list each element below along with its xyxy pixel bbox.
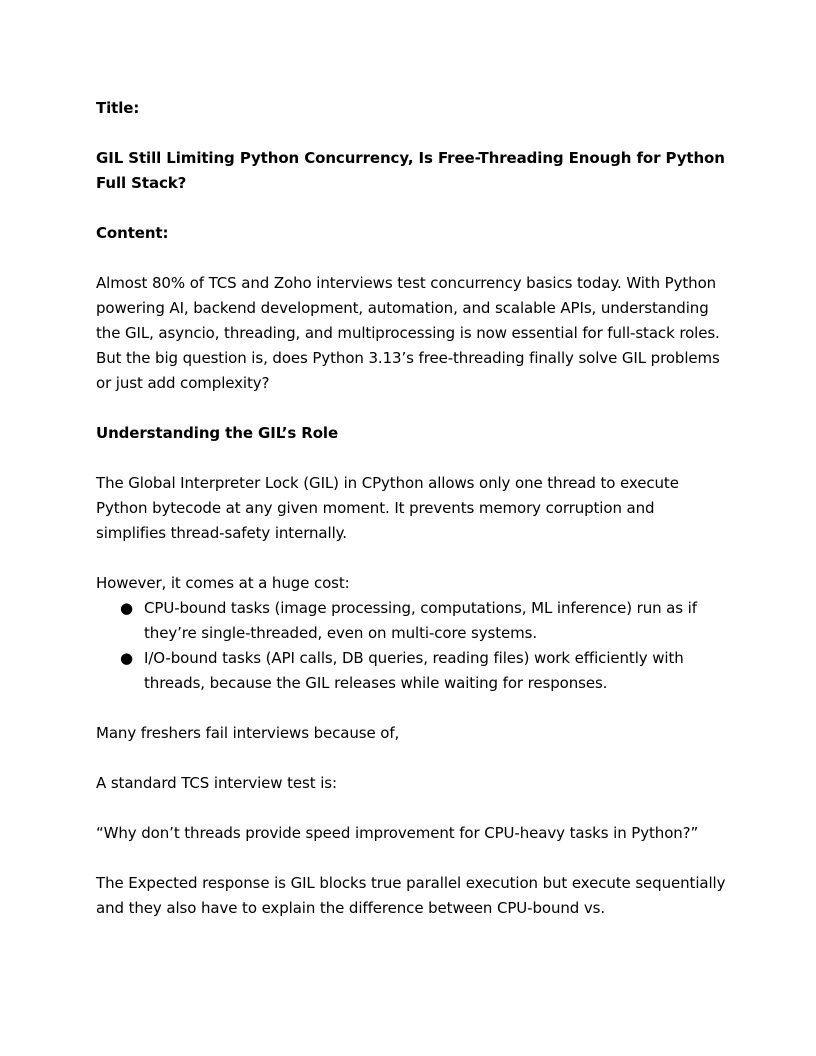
document-page (96, 96, 726, 946)
interview-question-quote: “Why don’t threads provide speed improvement for CPU-heavy tasks in Python?” (96, 824, 699, 842)
bullet-icon: ● (120, 599, 133, 617)
freshers-paragraph: Many freshers fail interviews because of, (96, 724, 400, 742)
section-heading: Understanding the GIL’s Role (96, 424, 339, 442)
content-label: Content: (96, 224, 169, 242)
bullet-icon: ● (120, 649, 133, 667)
tcs-test-paragraph: A standard TCS interview test is: (96, 774, 337, 792)
bullet-text: I/O-bound tasks (API calls, DB queries, reading files) work efficiently with threads, because the GIL releases while waiting for responses. (144, 649, 684, 692)
bullet-text: CPU-bound tasks (image processing, computations, ML inference) run as if they’re single-threaded, even on multi-core systems. (144, 599, 697, 642)
title-label: Title: (96, 99, 140, 117)
cost-bullet-list (96, 596, 726, 696)
gil-description-paragraph: The Global Interpreter Lock (GIL) in CPython allows only one thread to execute Python bytecode at any given moment. It prevents memory corruption and simplifies thread-safety internally. (96, 474, 679, 542)
list-item (96, 596, 726, 646)
list-item (96, 646, 726, 696)
cost-intro-paragraph: However, it comes at a huge cost: (96, 574, 350, 592)
article-title: GIL Still Limiting Python Concurrency, Is Free-Threading Enough for Python Full Stack? (96, 149, 725, 192)
intro-paragraph: Almost 80% of TCS and Zoho interviews test concurrency basics today. With Python powering AI, backend development, automation, and scalable APIs, understanding the GIL, asyncio, threading, and multiprocessing is now essential for full-stack roles. But the big question is, does Python 3.13’s free-threading finally solve GIL problems or just add complexity? (96, 274, 720, 392)
expected-response-paragraph: The Expected response is GIL blocks true parallel execution but execute sequentially and they also have to explain the difference between CPU-bound vs. (96, 874, 726, 917)
